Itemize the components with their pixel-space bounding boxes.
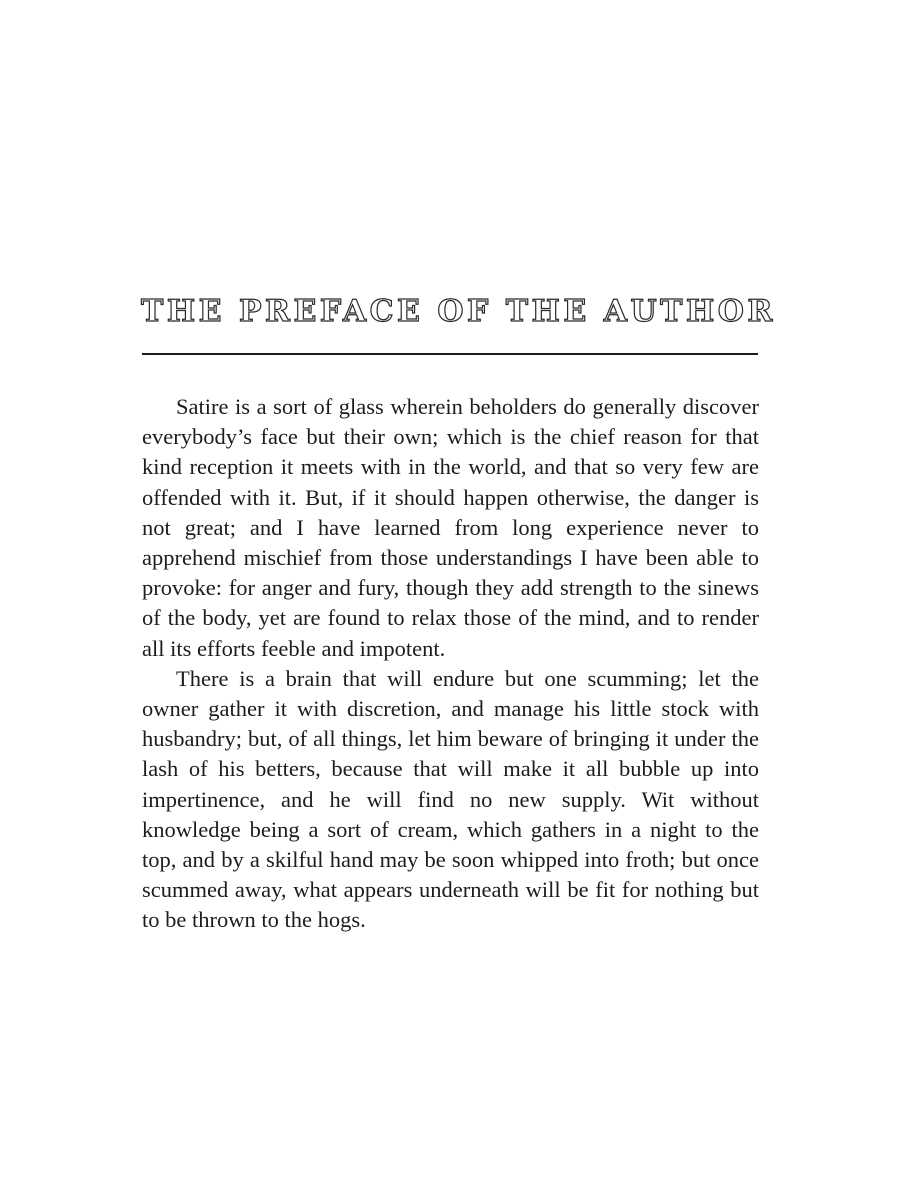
preface-body (142, 392, 759, 936)
page-title: THE PREFACE OF THE AUTHOR (141, 294, 776, 330)
paragraph: Satire is a sort of glass wherein beholders do generally discover everybody’s face but their own; which is the chief reason for that kind reception it meets with in the world, and that so very few are offended with it. But, if it should happen otherwise, the danger is not great; and I have learned from long experience never to apprehend mischief from those understandings I have been able to provoke: for anger and fury, though they add strength to the sinews of the body, yet are found to relax those of the mind, and to render all its efforts feeble and impotent. (142, 394, 759, 661)
paragraph: There is a brain that will endure but one scumming; let the owner gather it with discretion, and manage his little stock with husbandry; but, of all things, let him beware of bringing it under the lash of his betters, because that will make it all bubble up into impertinence, and he will find no new supply. Wit without knowledge being a sort of cream, which gathers in a night to the top, and by a skilful hand may be soon whipped into froth; but once scummed away, what appears underneath will be fit for nothing but to be thrown to the hogs. (142, 665, 759, 933)
title-divider (142, 353, 758, 355)
